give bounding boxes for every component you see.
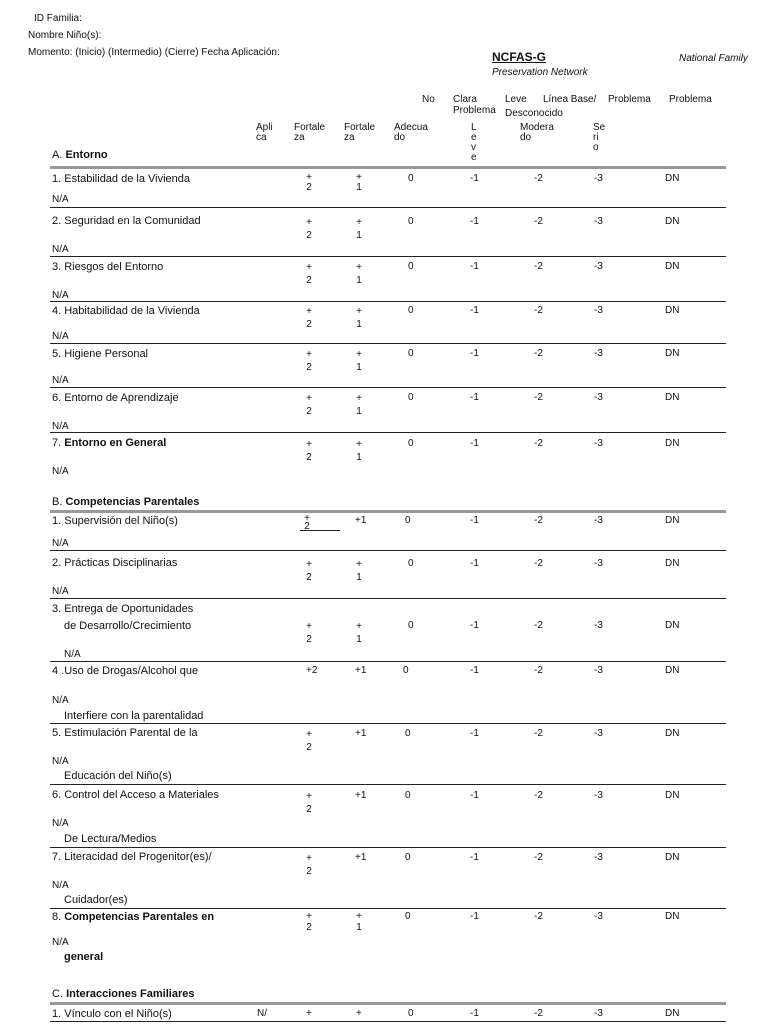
a4-dn: DN (665, 305, 680, 316)
col-desconocido: Desconocido (505, 108, 563, 119)
a4-zero: 0 (408, 305, 414, 316)
a5-zero: 0 (408, 348, 414, 359)
item-b3-label: 3. Entrega de Oportunidades (52, 603, 194, 615)
item-b5-label: 5. Estimulación Parental de la (52, 727, 198, 739)
b6-m1: -1 (470, 790, 479, 801)
b2-dn: DN (665, 558, 680, 569)
logo-subtitle: Preservation Network (492, 67, 588, 78)
item-b6-label: 6. Control del Acceso a Materiales (52, 789, 219, 801)
b5-dn: DN (665, 728, 680, 739)
col-fortaleza-2: Fortale za (344, 122, 376, 143)
col-problema-2: Problema (669, 94, 712, 105)
b6-dn: DN (665, 790, 680, 801)
item-a7-label: 7. Entorno en General (52, 437, 167, 449)
row-divider (50, 847, 726, 848)
b5-m3: -3 (594, 728, 603, 739)
b7-na: N/A (52, 880, 69, 891)
b4-m2: -2 (534, 665, 543, 676)
b2-plus1: + 1 (356, 559, 362, 583)
item-b7-label-2: Cuidador(es) (64, 894, 128, 906)
b7-plus2: + 2 (306, 853, 312, 877)
a2-m1: -1 (470, 216, 479, 227)
c1-m3: -3 (594, 1008, 603, 1019)
b6-zero: 0 (405, 790, 411, 801)
a4-m2: -2 (534, 305, 543, 316)
section-b-divider (50, 510, 726, 513)
col-linea-base: Línea Base/ (543, 94, 597, 105)
item-b7-label: 7. Literacidad del Progenitor(es)/ (52, 851, 212, 863)
a7-m3: -3 (594, 438, 603, 449)
a3-m2: -2 (534, 261, 543, 272)
b8-plus2: + 2 (306, 911, 312, 933)
b7-dn: DN (665, 852, 680, 863)
item-c1-label: 1. Vínculo con el Niño(s) (52, 1008, 172, 1020)
col-leve: Leve (505, 94, 527, 105)
a2-na: N/A (52, 244, 69, 255)
a3-zero: 0 (408, 261, 414, 272)
b6-plus1: +1 (355, 790, 367, 801)
col-problema-1: Problema (608, 94, 651, 105)
item-b6-label-2: De Lectura/Medios (64, 833, 157, 845)
col-leve-vertical: L e v e (471, 122, 477, 163)
a5-plus1: + 1 (356, 349, 362, 373)
a2-m2: -2 (534, 216, 543, 227)
a2-zero: 0 (408, 216, 414, 227)
b5-zero: 0 (405, 728, 411, 739)
b1-na: N/A (52, 538, 69, 549)
a1-zero: 0 (408, 173, 414, 184)
row-divider (50, 598, 726, 599)
a7-m2: -2 (534, 438, 543, 449)
b4-plus1: +1 (355, 665, 367, 676)
b4-dn: DN (665, 665, 680, 676)
row-divider (50, 723, 726, 724)
col-no: No (422, 94, 435, 105)
a5-m2: -2 (534, 348, 543, 359)
a3-dn: DN (665, 261, 680, 272)
a5-plus2: + 2 (306, 349, 312, 373)
col-moderado: Modera do (520, 122, 554, 143)
item-b5-label-2: Educación del Niño(s) (64, 770, 172, 782)
a3-m1: -1 (470, 261, 479, 272)
a3-plus2: + 2 (306, 262, 312, 286)
b2-na: N/A (52, 586, 69, 597)
b7-m3: -3 (594, 852, 603, 863)
a1-m3: -3 (594, 173, 603, 184)
b8-dn: DN (665, 911, 680, 922)
b4-m3: -3 (594, 665, 603, 676)
row-divider (50, 1021, 726, 1022)
row-divider (50, 343, 726, 344)
b7-m1: -1 (470, 852, 479, 863)
b3-plus2: + 2 (306, 621, 312, 645)
momento-label: Momento: (Inicio) (Intermedio) (Cierre) Fecha Aplicación: (28, 47, 280, 58)
a1-m1: -1 (470, 173, 479, 184)
item-a6-label: 6. Entorno de Aprendizaje (52, 392, 179, 404)
section-c-heading: C. Interacciones Familiares (52, 988, 195, 1000)
c1-zero: 0 (408, 1008, 414, 1019)
c1-m2: -2 (534, 1008, 543, 1019)
a6-na: N/A (52, 421, 69, 432)
b3-na: N/A (64, 649, 81, 660)
b3-zero: 0 (408, 620, 414, 631)
section-b-heading: B. Competencias Parentales (52, 496, 200, 508)
item-a4-label: 4. Habitabilidad de la Vivienda (52, 305, 200, 317)
b2-m3: -3 (594, 558, 603, 569)
b6-m3: -3 (594, 790, 603, 801)
b2-zero: 0 (408, 558, 414, 569)
b2-plus2: + 2 (306, 559, 312, 583)
b2-m2: -2 (534, 558, 543, 569)
b5-m2: -2 (534, 728, 543, 739)
section-c-divider (50, 1002, 726, 1005)
item-b8-label: 8. Competencias Parentales en (52, 911, 215, 923)
a7-dn: DN (665, 438, 680, 449)
b4-plus2: +2 (306, 665, 318, 676)
b6-plus2: + 2 (306, 791, 312, 815)
row-divider (50, 908, 726, 909)
b5-plus1: +1 (355, 728, 367, 739)
a1-plus2: + 2 (306, 172, 312, 193)
item-b4-label-2: Interfiere con la parentalidad (64, 710, 204, 722)
b5-plus2: + 2 (306, 729, 312, 753)
section-a-heading: A. Entorno (52, 149, 108, 161)
b1-plus1: +1 (355, 515, 367, 526)
a3-na: N/A (52, 290, 69, 301)
a1-na: N/A (52, 194, 69, 205)
b2-m1: -1 (470, 558, 479, 569)
row-divider (50, 207, 726, 208)
b7-plus1: +1 (355, 852, 367, 863)
logo-title: NCFAS-G (492, 50, 546, 64)
a6-plus1: + 1 (356, 393, 362, 417)
b1-zero: 0 (405, 515, 411, 526)
a6-zero: 0 (408, 392, 414, 403)
a2-plus1: + 1 (356, 217, 362, 241)
row-divider (50, 387, 726, 388)
b4-na: N/A (52, 695, 69, 706)
c1-aplica: N/ (257, 1008, 267, 1019)
col-clara: Clara Problema (453, 94, 496, 116)
b1-m2: -2 (534, 515, 543, 526)
item-a2-label: 2. Seguridad en la Comunidad (52, 215, 201, 227)
item-b4-label: 4 .Uso de Drogas/Alcohol que (52, 665, 199, 677)
a6-m1: -1 (470, 392, 479, 403)
b1-underline (300, 530, 340, 531)
a6-plus2: + 2 (306, 393, 312, 417)
a7-plus2: + 2 (306, 439, 312, 463)
a3-m3: -3 (594, 261, 603, 272)
a7-m1: -1 (470, 438, 479, 449)
c1-plus1: + (356, 1008, 362, 1019)
item-a3-label: 3. Riesgos del Entorno (52, 261, 164, 273)
a5-m1: -1 (470, 348, 479, 359)
a4-plus1: + 1 (356, 306, 362, 330)
b6-na: N/A (52, 818, 69, 829)
item-b8-label-2: general (64, 951, 104, 963)
a4-plus2: + 2 (306, 306, 312, 330)
a6-m3: -3 (594, 392, 603, 403)
b6-m2: -2 (534, 790, 543, 801)
c1-dn: DN (665, 1008, 680, 1019)
section-a-divider (50, 166, 726, 169)
row-divider (50, 256, 726, 257)
col-aplica: Apli ca (256, 122, 273, 143)
b5-m1: -1 (470, 728, 479, 739)
b3-m1: -1 (470, 620, 479, 631)
item-b3-label-2: de Desarrollo/Crecimiento (64, 620, 192, 632)
b1-m3: -3 (594, 515, 603, 526)
a4-m3: -3 (594, 305, 603, 316)
c1-plus2: + (306, 1008, 312, 1019)
a2-dn: DN (665, 216, 680, 227)
a2-m3: -3 (594, 216, 603, 227)
row-divider (50, 301, 726, 302)
a1-plus1: + 1 (356, 172, 362, 193)
b8-plus1: + 1 (356, 911, 362, 933)
a2-plus2: + 2 (306, 217, 312, 241)
item-a1-label: 1. Estabilidad de la Vivienda (52, 173, 191, 185)
c1-m1: -1 (470, 1008, 479, 1019)
nombre-label: Nombre Niño(s): (28, 30, 102, 41)
b4-m1: -1 (470, 665, 479, 676)
col-serio: Se ri o (593, 122, 606, 153)
a7-zero: 0 (408, 438, 414, 449)
b1-m1: -1 (470, 515, 479, 526)
b8-m2: -2 (534, 911, 543, 922)
a1-dn: DN (665, 173, 680, 184)
b4-zero: 0 (403, 665, 409, 676)
b7-zero: 0 (405, 852, 411, 863)
national-family-label: National Family (679, 53, 748, 64)
a4-na: N/A (52, 331, 69, 342)
a7-na: N/A (52, 466, 69, 477)
b3-m2: -2 (534, 620, 543, 631)
a1-m2: -2 (534, 173, 543, 184)
b5-na: N/A (52, 756, 69, 767)
col-fortaleza-1: Fortale za (294, 122, 326, 143)
id-familia-label: ID Familia: (34, 13, 82, 24)
item-b1-label: 1. Supervisión del Niño(s) (52, 515, 178, 527)
b8-m3: -3 (594, 911, 603, 922)
a4-m1: -1 (470, 305, 479, 316)
item-a5-label: 5. Higiene Personal (52, 348, 149, 360)
b8-na: N/A (52, 937, 69, 948)
row-divider (50, 550, 726, 551)
a7-plus1: + 1 (356, 439, 362, 463)
col-adecuado: Adecua do (394, 122, 428, 143)
a5-na: N/A (52, 375, 69, 386)
a6-dn: DN (665, 392, 680, 403)
row-divider (50, 784, 726, 785)
b3-plus1: + 1 (356, 621, 362, 645)
b1-dn: DN (665, 515, 680, 526)
row-divider (50, 661, 726, 662)
item-b2-label: 2. Prácticas Disciplinarias (52, 557, 178, 569)
b8-zero: 0 (405, 911, 411, 922)
row-divider (50, 432, 726, 433)
b3-m3: -3 (594, 620, 603, 631)
a5-m3: -3 (594, 348, 603, 359)
b1-plus2: + 2 (304, 513, 310, 532)
a6-m2: -2 (534, 392, 543, 403)
a3-plus1: + 1 (356, 262, 362, 286)
a5-dn: DN (665, 348, 680, 359)
b8-m1: -1 (470, 911, 479, 922)
b3-dn: DN (665, 620, 680, 631)
b7-m2: -2 (534, 852, 543, 863)
